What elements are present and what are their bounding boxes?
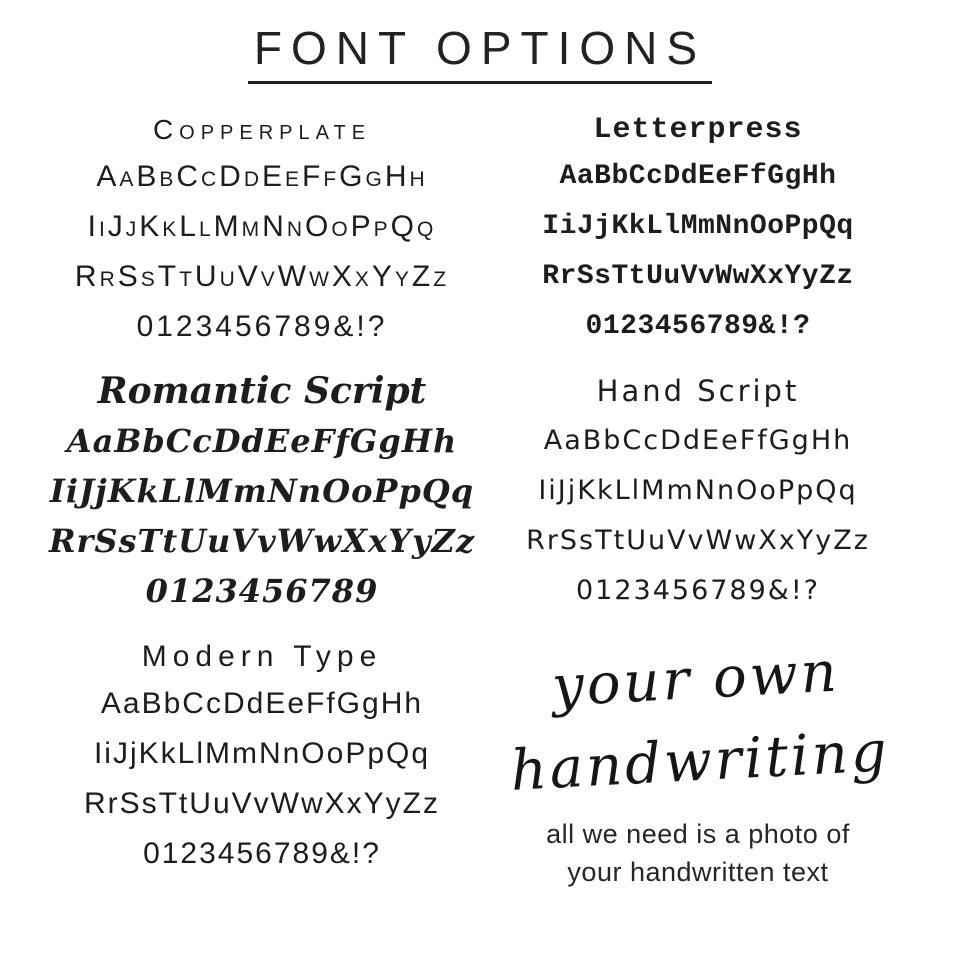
caption-line-2: your handwritten text — [567, 857, 829, 888]
specimen-line-iq: IiJjKkLlMmNnOoPpQq — [542, 211, 854, 243]
specimen-line-uppercase-ah: AaBbCcDdEeFfGgHh — [543, 425, 853, 457]
caption-line-1: all we need is a photo of — [546, 819, 850, 850]
specimen-line-uppercase-ah: AaBbCcDdEeFfGgHh — [96, 160, 428, 194]
font-sample-modern-type — [44, 631, 480, 891]
font-name-hand-script: Hand Script — [596, 374, 800, 409]
specimen-line-rz: RrSsTtUuVvWwXxYyZz — [74, 260, 450, 294]
specimen-line-uppercase-ah: AaBbCcDdEeFfGgHh — [66, 422, 458, 461]
specimen-line-rz: RrSsTtUuVvWwXxYyZz — [83, 787, 440, 821]
specimen-line-rz: RrSsTtUuVvWwXxYyZz — [542, 261, 854, 293]
font-name-modern-type: Modern Type — [141, 640, 383, 674]
font-sample-own-handwriting — [480, 631, 916, 891]
specimen-line-uppercase-ah: AaBbCcDdEeFfGgHh — [100, 687, 424, 721]
font-sample-hand-script — [480, 368, 916, 631]
specimen-line-numerals: 0123456789 — [145, 572, 379, 611]
specimen-line-iq: IiJjKkLlMmNnOoPpQq — [87, 210, 437, 244]
handwriting-line-1: your own — [550, 639, 842, 720]
font-sample-romantic-script — [44, 368, 480, 631]
specimen-line-numerals: 0123456789&!? — [143, 837, 381, 871]
font-name-romantic-script: Romantic Script — [97, 370, 427, 413]
specimen-line-iq: IiJjKkLlMmNnOoPpQq — [49, 472, 475, 511]
font-sample-letterpress — [480, 98, 916, 368]
specimen-line-rz: RrSsTtUuVvWwXxYyZz — [526, 525, 870, 557]
specimen-line-numerals: 0123456789&!? — [136, 310, 388, 344]
font-sample-copperplate — [44, 98, 480, 368]
handwriting-sample — [476, 628, 920, 815]
font-name-copperplate: Copperplate — [152, 114, 372, 146]
specimen-line-uppercase-ah: AaBbCcDdEeFfGgHh — [559, 161, 837, 193]
specimen-line-rz: RrSsTtUuVvWwXxYyZz — [48, 522, 476, 561]
handwriting-caption — [480, 815, 916, 891]
font-name-letterpress: Letterpress — [593, 113, 803, 148]
specimen-line-iq: IiJjKkLlMmNnOoPpQq — [93, 737, 431, 771]
specimen-line-numerals: 0123456789&!? — [585, 311, 811, 343]
page-title: FONT OPTIONS — [248, 24, 712, 84]
specimen-line-numerals: 0123456789&!? — [576, 575, 820, 607]
header — [0, 24, 960, 84]
font-samples-grid — [44, 98, 916, 891]
handwriting-line-2: handwriting — [509, 719, 892, 805]
specimen-line-iq: IiJjKkLlMmNnOoPpQq — [538, 475, 858, 507]
